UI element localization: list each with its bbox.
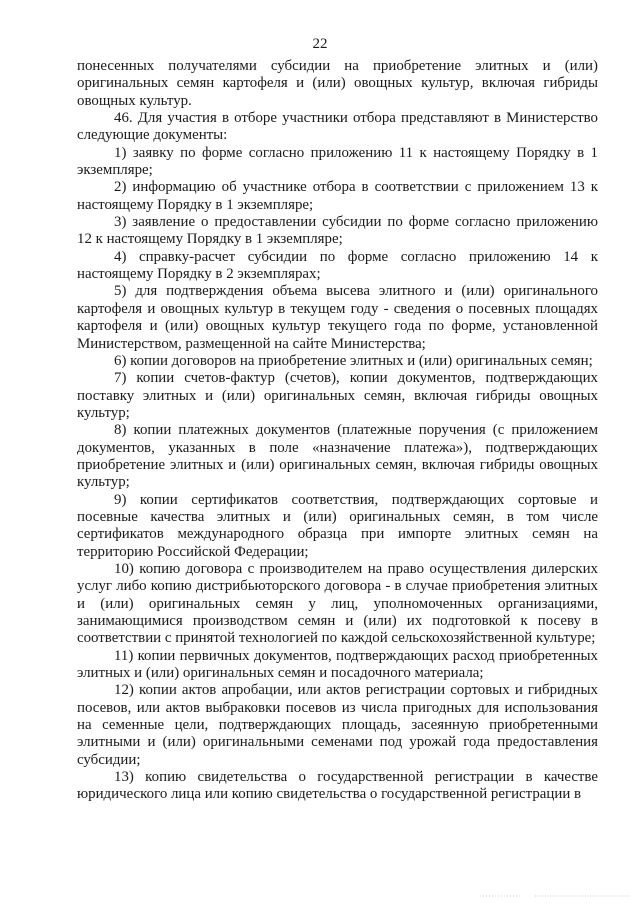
list-item-6: 6) копии договоров на приобретение элитных и (или) оригинальных семян; — [114, 352, 593, 369]
list-item-12: 12) копии актов апробации, или актов регистрации сортовых и гибридных посевов, или актов выбраковки посевов из числа пригодных для использования на семенные цели, подтверждающих площадь, засеянную приобретенными элитными и (или) оригинальными семенами под урожай года предоставления субсидии; — [77, 682, 598, 768]
document-body — [77, 58, 598, 804]
list-item-3: 3) заявление о предоставлении субсидии по форме согласно приложению 12 к настоящему Порядку в 1 экземпляре; — [77, 214, 598, 248]
scan-artifact-icon — [480, 893, 630, 899]
list-item-10: 10) копию договора с производителем на право осуществления дилерских услуг либо копию дистрибьюторского договора - в случае приобретения элитных и (или) оригинальных семян у лиц, уполномоченных организациями, занимающимися производством семян и (или) их подготовкой к посеву в соответствии с принятой технологией по каждой сельскохозяйственной культуре; — [77, 560, 598, 647]
list-item-2: 2) информацию об участнике отбора в соответствии с приложением 13 к настоящему Порядку в 1 экземпляре; — [77, 179, 598, 213]
list-item-5: 5) для подтверждения объема высева элитного и (или) оригинального картофеля и овощных культур в текущем году - сведения о посевных площадях картофеля и (или) овощных культур текущего года по форме, установленной Министерством, размещенной на сайте Министерства; — [77, 283, 598, 352]
list-item-11: 11) копии первичных документов, подтверждающих расход приобретенных элитных и (или) оригинальных семян и посадочного материала; — [77, 647, 598, 682]
list-item-8: 8) копии платежных документов (платежные поручения (с приложением документов, указанных в поле «назначение платежа»), подтверждающих приобретение элитных и (или) оригинальных семян, включая гибриды овощных культур; — [77, 422, 598, 491]
paragraph-46-intro: 46. Для участия в отборе участники отбора представляют в Министерство следующие документы: — [77, 110, 598, 144]
list-item-13: 13) копию свидетельства о государственной регистрации в качестве юридического лица или копию свидетельства о государственной регистрации в — [77, 769, 598, 803]
paragraph-continuation: понесенных получателями субсидии на приобретение элитных и (или) оригинальных семян картофеля и (или) овощных культур, включая гибриды овощных культур. — [77, 58, 598, 109]
page-number: 22 — [312, 36, 328, 52]
scan-footer-marks — [480, 893, 630, 899]
list-item-1: 1) заявку по форме согласно приложению 11 к настоящему Порядку в 1 экземпляре; — [77, 144, 598, 179]
list-item-9: 9) копии сертификатов соответствия, подтверждающих сортовые и посевные качества элитных и (или) оригинальных семян, в том числе сертификатов международного образца при импорте элитных семян на территорию Российской Федерации; — [77, 491, 598, 560]
list-item-4: 4) справку-расчет субсидии по форме согласно приложению 14 к настоящему Порядку в 2 экземплярах; — [77, 248, 598, 283]
list-item-7: 7) копии счетов-фактур (счетов), копии документов, подтверждающих поставку элитных и (или) оригинальных семян, включая гибриды овощных культур; — [77, 370, 598, 421]
